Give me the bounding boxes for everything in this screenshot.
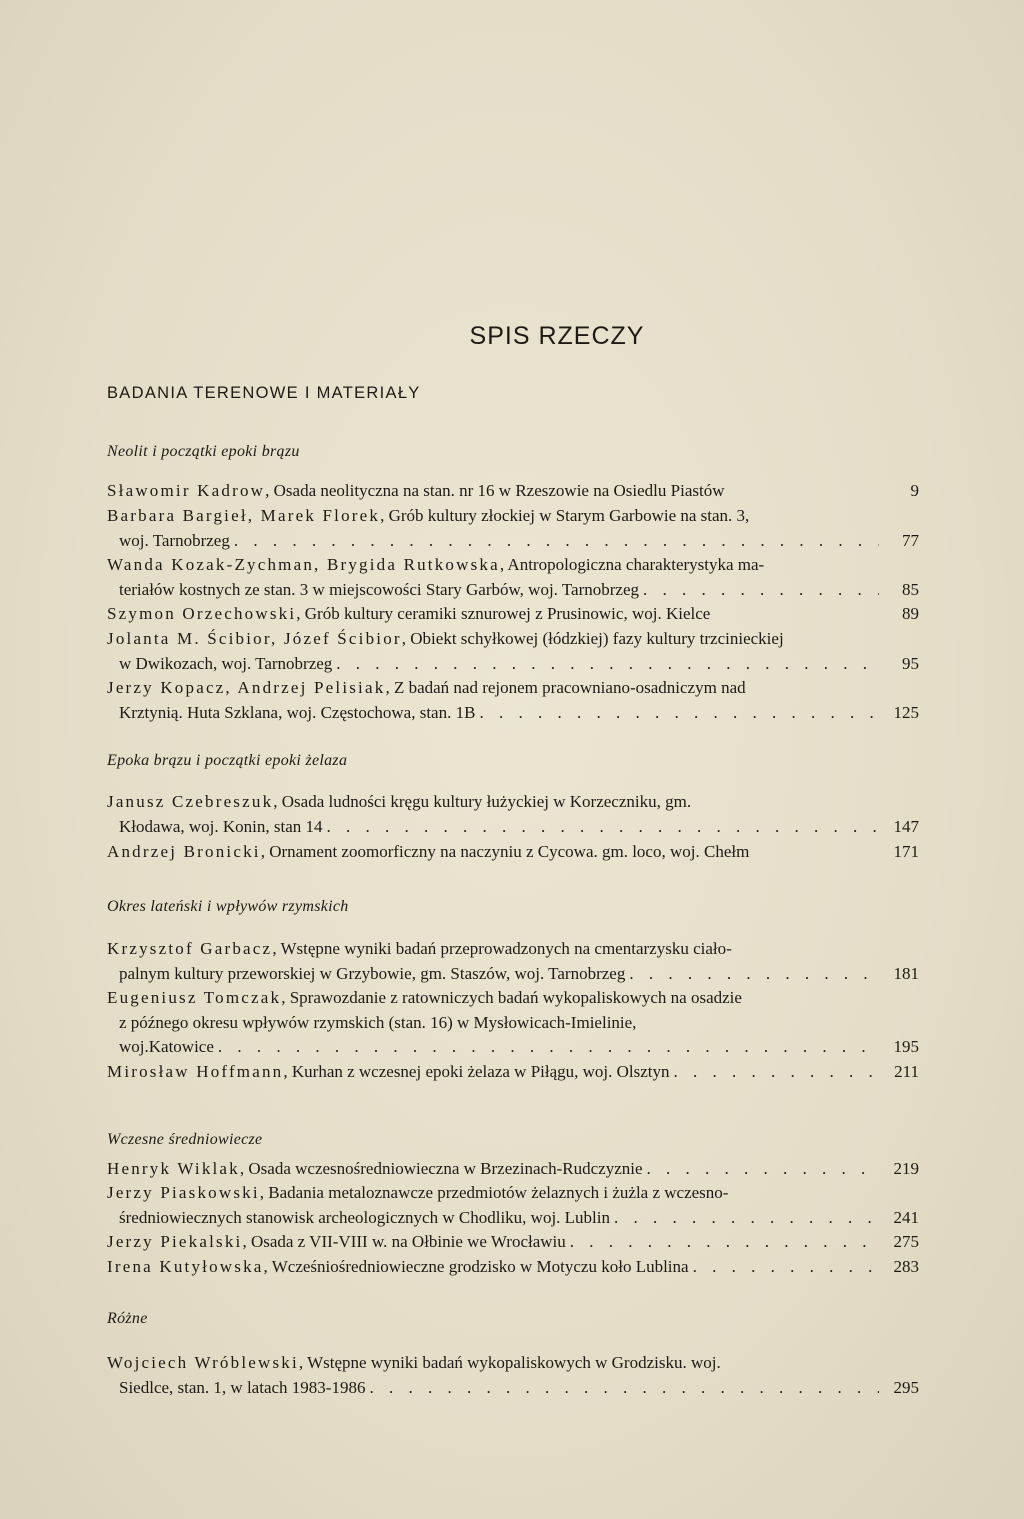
entry-title: , Obiekt schyłkowej (łódzkiej) fazy kultury trzcinieckiej xyxy=(401,629,784,648)
entry-title-continued: palnym kultury przeworskiej w Grzybowie, gm. Staszów, woj. Tarnobrzeg xyxy=(119,963,626,983)
entry-title-continued: teriałów kostnych ze stan. 3 w miejscowości Stary Garbów, woj. Tarnobrzeg xyxy=(119,579,640,599)
page-number: 219 xyxy=(893,1159,919,1178)
part-heading: BADANIA TERENOWE I MATERIAŁY xyxy=(107,384,421,402)
entry-title: , Wstępne wyniki badań przeprowadzonych na cmentarzysku ciało- xyxy=(272,939,732,958)
toc-entry xyxy=(107,479,919,504)
dot-leader xyxy=(639,578,879,603)
dot-leader xyxy=(365,1376,879,1401)
entry-text xyxy=(107,602,710,627)
entry-text xyxy=(119,529,230,554)
dot-leader xyxy=(610,1206,879,1231)
entry-title: , Osada z VII-VIII w. na Ołbinie we Wrocławiu xyxy=(242,1232,566,1251)
toc-entry xyxy=(107,986,919,1060)
entry-title-continued: Siedlce, stan. 1, w latach 1983-1986 xyxy=(119,1377,366,1397)
entry-text xyxy=(107,986,742,1011)
section-heading: Różne xyxy=(107,1310,148,1327)
entry-text xyxy=(107,1157,643,1182)
entry-line xyxy=(107,652,919,677)
page-number: 77 xyxy=(902,530,919,550)
entry-text xyxy=(107,1181,728,1206)
entry-line xyxy=(107,937,919,962)
toc-entry xyxy=(107,602,919,627)
dot-leader xyxy=(323,815,879,840)
entry-author: Wojciech Wróblewski xyxy=(107,1353,299,1372)
entry-title: , Ornament zoomorficzny na naczyniu z Cycowa. gm. loco, woj. Chełm xyxy=(260,842,750,861)
toc-entry xyxy=(107,553,919,602)
entry-title-continued: z późnego okresu wpływów rzymskich (stan. 16) w Mysłowicach-Imielinie, xyxy=(119,1012,637,1032)
entry-line xyxy=(107,1230,919,1255)
entry-author: Krzysztof Garbacz xyxy=(107,939,273,958)
entry-line xyxy=(107,1035,919,1060)
entry-title-continued: średniowiecznych stanowisk archeologicznych w Chodliku, woj. Lublin xyxy=(119,1207,610,1227)
dot-leader xyxy=(332,652,879,677)
page-number: 125 xyxy=(893,702,919,722)
entry-text xyxy=(119,962,625,987)
dot-leader xyxy=(625,962,879,987)
entry-text xyxy=(119,578,639,603)
entry-title: , Kurhan z wczesnej epoki żelaza w Piłągu, woj. Olsztyn xyxy=(283,1062,670,1081)
entry-author: Jerzy Piekalski xyxy=(107,1232,243,1251)
dot-leader xyxy=(475,701,879,726)
entry-title-continued: woj. Tarnobrzeg xyxy=(119,530,230,550)
entry-text xyxy=(107,840,749,865)
entry-text xyxy=(119,815,323,840)
page-number: 195 xyxy=(893,1037,919,1056)
toc-entry xyxy=(107,1181,919,1230)
page-number: 181 xyxy=(893,963,919,983)
entry-title-continued: w Dwikozach, woj. Tarnobrzeg xyxy=(119,653,333,673)
dot-leader xyxy=(710,602,879,627)
entry-title: , Osada wczesnośredniowieczna w Brzezinach-Rudczyznie xyxy=(239,1159,643,1178)
entry-author: Szymon Orzechowski xyxy=(107,604,297,623)
entry-title: , Wstępne wyniki badań wykopaliskowych w Grodzisku. woj. xyxy=(298,1353,721,1372)
dot-leader xyxy=(724,479,879,504)
page-number: 85 xyxy=(902,579,919,599)
entry-line xyxy=(107,1011,919,1036)
page-number: 9 xyxy=(910,481,919,500)
entry-author: Irena Kutyłowska xyxy=(107,1257,264,1276)
dot-leader xyxy=(230,529,879,554)
entry-title: , Antropologiczna charakterystyka ma- xyxy=(499,555,765,574)
entry-line xyxy=(107,504,919,529)
entry-author: Henryk Wiklak xyxy=(107,1159,240,1178)
dot-leader xyxy=(670,1060,879,1085)
entry-title: , Grób kultury złockiej w Starym Garbowie na stan. 3, xyxy=(380,506,750,525)
entry-line xyxy=(107,1060,919,1085)
entry-title: , Badania metaloznawcze przedmiotów żelaznych i żużla z wczesno- xyxy=(259,1183,729,1202)
toc-entry xyxy=(107,627,919,676)
entry-line xyxy=(107,986,919,1011)
entry-author: Janusz Czebreszuk xyxy=(107,792,274,811)
entry-line xyxy=(107,627,919,652)
dot-leader xyxy=(749,840,879,865)
entry-title: , Osada neolityczna na stan. nr 16 w Rzeszowie na Osiedlu Piastów xyxy=(265,481,725,500)
entry-text xyxy=(107,627,784,652)
entry-line xyxy=(107,553,919,578)
page-number: 241 xyxy=(893,1207,919,1227)
entry-line xyxy=(107,676,919,701)
entry-text xyxy=(119,1011,636,1036)
toc-entry xyxy=(107,676,919,725)
entry-line xyxy=(107,479,919,504)
page-number: 275 xyxy=(893,1232,919,1251)
entry-text xyxy=(119,1376,365,1401)
toc-entry xyxy=(107,1060,919,1085)
dot-leader xyxy=(643,1157,879,1182)
toc-entry xyxy=(107,504,919,553)
entry-author: Sławomir Kadrow xyxy=(107,481,266,500)
entry-text xyxy=(119,701,475,726)
dot-leader xyxy=(214,1035,879,1060)
page-number: 171 xyxy=(893,842,919,861)
page-number: 95 xyxy=(902,653,919,673)
entry-title: , Grób kultury ceramiki sznurowej z Prusinowic, woj. Kielce xyxy=(296,604,711,623)
section-heading: Epoka brązu i początki epoki żelaza xyxy=(107,752,348,769)
entry-title: , Sprawozdanie z ratowniczych badań wykopaliskowych na osadzie xyxy=(281,988,742,1007)
page-number: 295 xyxy=(893,1377,919,1397)
entry-line xyxy=(107,602,919,627)
entry-text xyxy=(107,1060,670,1085)
entry-author: Wanda Kozak-Zychman, Brygida Rutkowska xyxy=(107,555,500,574)
page-title: SPIS RZECZY xyxy=(469,322,645,350)
entry-line xyxy=(107,815,919,840)
entry-line xyxy=(107,1376,919,1401)
entry-author: Jolanta M. Ścibior, Józef Ścibior xyxy=(107,629,402,648)
entry-text xyxy=(107,1230,566,1255)
toc-entry xyxy=(107,1230,919,1255)
section-heading: Okres lateński i wpływów rzymskich xyxy=(107,898,349,915)
section-heading: Neolit i początki epoki brązu xyxy=(107,443,300,460)
entry-author: Eugeniusz Tomczak xyxy=(107,988,282,1007)
toc-entry xyxy=(107,1255,919,1280)
entry-text xyxy=(107,553,764,578)
entry-line xyxy=(107,962,919,987)
page-number: 147 xyxy=(893,816,919,836)
entry-line xyxy=(107,1181,919,1206)
entry-title: , Osada ludności kręgu kultury łużyckiej w Korzeczniku, gm. xyxy=(273,792,692,811)
toc-entry xyxy=(107,840,919,865)
entry-author: Andrzej Bronicki xyxy=(107,842,261,861)
entry-author: Jerzy Piaskowski xyxy=(107,1183,260,1202)
entry-line xyxy=(107,529,919,554)
toc-entry xyxy=(107,790,919,839)
entry-text xyxy=(119,1206,610,1231)
page-number: 283 xyxy=(893,1257,919,1276)
entry-title: , Z badań nad rejonem pracowniano-osadniczym nad xyxy=(385,678,746,697)
page-number: 211 xyxy=(894,1062,919,1081)
entry-author: Mirosław Hoffmann xyxy=(107,1062,284,1081)
entry-line xyxy=(107,701,919,726)
section-heading: Wczesne średniowiecze xyxy=(107,1131,263,1148)
entry-text xyxy=(107,1351,721,1376)
dot-leader xyxy=(566,1230,879,1255)
entry-title-continued: Kłodawa, woj. Konin, stan 14 xyxy=(119,816,323,836)
entry-line xyxy=(107,790,919,815)
entry-line xyxy=(107,1206,919,1231)
entry-line xyxy=(107,840,919,865)
toc-entry xyxy=(107,937,919,986)
toc-entry xyxy=(107,1351,919,1400)
entry-author: Jerzy Kopacz, Andrzej Pelisiak xyxy=(107,678,386,697)
entry-author: Barbara Bargieł, Marek Florek xyxy=(107,506,381,525)
entry-text xyxy=(107,1255,689,1280)
entry-text xyxy=(107,479,724,504)
entry-title: , Wcześniośredniowieczne grodzisko w Motyczu koło Lublina xyxy=(263,1257,689,1276)
entry-line xyxy=(107,1157,919,1182)
entry-text xyxy=(107,790,691,815)
dot-leader xyxy=(689,1255,879,1280)
entry-line xyxy=(107,1351,919,1376)
entry-text xyxy=(119,1035,214,1060)
entry-title-continued: woj.Katowice xyxy=(119,1037,214,1056)
entry-text xyxy=(119,652,332,677)
entry-text xyxy=(107,937,732,962)
entry-line xyxy=(107,578,919,603)
entry-text xyxy=(107,504,749,529)
toc-entry xyxy=(107,1157,919,1182)
page-number: 89 xyxy=(902,604,919,623)
entry-title-continued: Krztynią. Huta Szklana, woj. Częstochowa, stan. 1B xyxy=(119,702,476,722)
entry-text xyxy=(107,676,746,701)
entry-line xyxy=(107,1255,919,1280)
